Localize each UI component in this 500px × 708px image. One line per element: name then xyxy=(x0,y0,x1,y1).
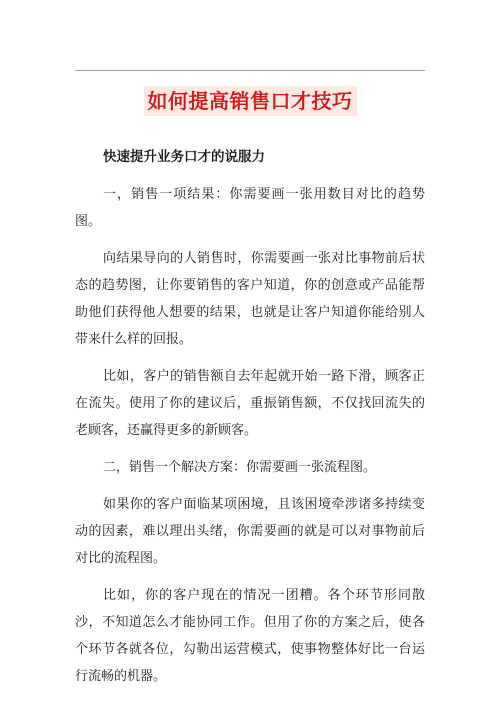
paragraph-3: 比如，客户的销售额自去年起就开始一路下滑，顾客正在流失。使用了你的建议后，重振销售额，不仅找回流失的老顾客，还赢得更多的新顾客。 xyxy=(75,369,425,438)
document-title: 如何提高销售口才技巧 xyxy=(144,86,357,116)
paragraph-1: 一，销售一项结果：你需要画一张用数目对比的趋势图。 xyxy=(75,187,425,229)
section-heading: 快速提升业务口才的说服力 xyxy=(103,149,265,165)
header-rule xyxy=(75,70,425,71)
title-wrapper xyxy=(0,86,500,116)
paragraph-5: 如果你的客户面临某项困境，且该困境牵涉诸多持续变动的因素，难以理出头绪，你需要画的就是可以对事物前后对比的流程图。 xyxy=(75,497,425,566)
document-body xyxy=(75,144,425,700)
paragraph-2: 向结果导向的人销售时，你需要画一张对比事物前后状态的趋势图，让你要销售的客户知道，你的创意或产品能帮助他们获得他人想要的结果，也就是让客户知道你能给别人带来什么样的回报。 xyxy=(75,251,425,347)
paragraph-4: 二，销售一个解决方案：你需要画一张流程图。 xyxy=(103,460,377,475)
paragraph-6: 比如，你的客户现在的情况一团糟。各个环节形同散沙，不知道怎么才能协同工作。但用了你的方案之后，使各个环节各就各位，勾勒出运营模式，使事物整体好比一台运行流畅的机器。 xyxy=(75,588,425,684)
